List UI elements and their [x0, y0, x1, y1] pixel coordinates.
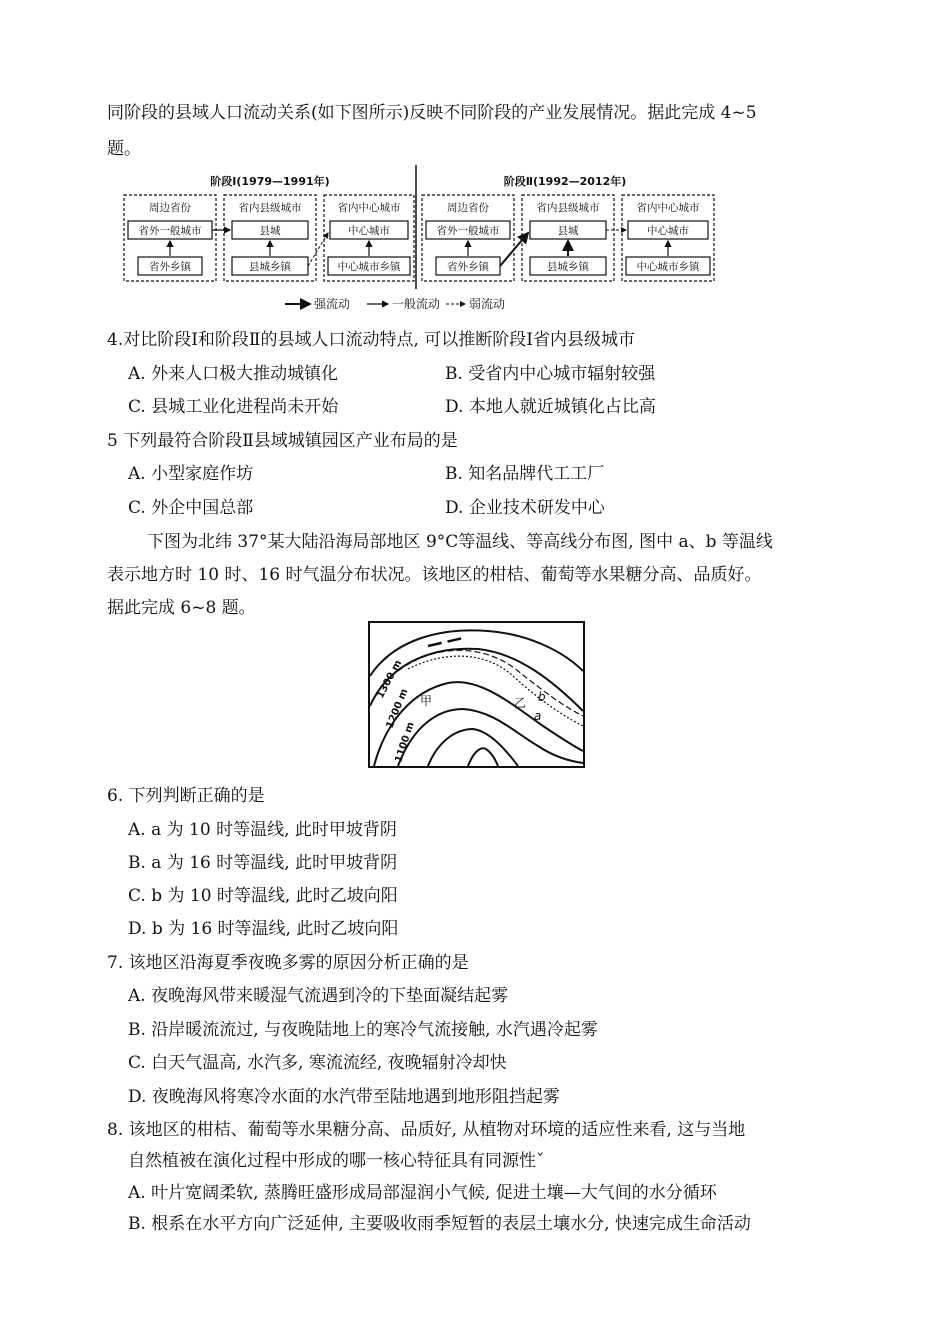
question-4-stem: 4.对比阶段Ⅰ和阶段Ⅱ的县域人口流动特点, 可以推断阶段Ⅰ省内县级城市: [107, 330, 636, 350]
county-town-label: 县城乡镇: [547, 261, 589, 273]
q5-option-a[interactable]: A. 小型家庭作坊: [128, 464, 254, 484]
outer-city-label: 省外一般城市: [138, 225, 202, 237]
neighbor-province-label: 周边省份: [447, 202, 489, 214]
q7-option-a[interactable]: A. 夜晚海风带来暖湿气流遇到冷的下垫面凝结起雾: [128, 986, 509, 1006]
legend-general: 一般流动: [392, 297, 441, 311]
label-yi: 乙: [514, 696, 527, 710]
label-a: a: [534, 709, 542, 723]
stage2-title: 阶段Ⅱ(1992—2012年): [503, 175, 627, 188]
center-city-label: 中心城市: [348, 225, 390, 237]
q5-option-b[interactable]: B. 知名品牌代工工厂: [445, 464, 605, 484]
q4-option-a[interactable]: A. 外来人口极大推动城镇化: [128, 364, 339, 384]
county-label: 县城: [557, 225, 579, 237]
legend-strong: 强流动: [314, 297, 351, 311]
question-6-stem: 6. 下列判断正确的是: [107, 786, 265, 806]
q8-option-a[interactable]: A. 叶片宽阔柔软, 蒸腾旺盛形成局部湿润小气候, 促进土壤—大气间的水分循环: [128, 1183, 717, 1203]
county-label: 县城: [259, 225, 281, 237]
question-8-stem: 8. 该地区的柑桔、葡萄等水果糖分高、品质好, 从植物对环境的适应性来看, 这与当地: [107, 1120, 746, 1140]
question-8-stem-cont: 自然植被在演化过程中形成的哪一核心特征具有同源性ˇ: [128, 1151, 545, 1171]
intro-text-line: 题。: [107, 139, 141, 159]
label-b: b: [538, 690, 546, 704]
neighbor-province-label: 周边省份: [149, 202, 191, 214]
intro-text-line: 表示地方时 10 时、16 时气温分布状况。该地区的柑桔、葡萄等水果糖分高、品质好。: [107, 565, 762, 585]
q6-option-d[interactable]: D. b 为 16 时等温线, 此时乙坡向阳: [128, 919, 399, 939]
center-city-label: 中心城市: [647, 225, 689, 237]
question-5-stem: 5 下列最符合阶段Ⅱ县域城镇园区产业布局的是: [107, 431, 458, 451]
stage1-title: 阶段Ⅰ(1979—1991年): [210, 175, 330, 188]
center-town-label: 中心城市乡镇: [337, 261, 401, 273]
q4-option-b[interactable]: B. 受省内中心城市辐射较强: [445, 364, 656, 384]
q4-option-c[interactable]: C. 县城工业化进程尚未开始: [128, 397, 339, 417]
center-city-group-label: 省内中心城市: [337, 202, 401, 214]
label-1100: 1100 m: [393, 720, 417, 764]
intro-text-line: 同阶段的县域人口流动关系(如下图所示)反映不同阶段的产业发展情况。据此完成 4~5: [107, 103, 757, 123]
q7-option-d[interactable]: D. 夜晚海风将寒冷水面的水汽带至陆地遇到地形阻挡起雾: [128, 1087, 560, 1107]
outer-town-label: 省外乡镇: [447, 261, 489, 273]
outer-town-label: 省外乡镇: [149, 261, 191, 273]
population-flow-diagram: [120, 163, 720, 315]
intro-text-line: 据此完成 6~8 题。: [107, 598, 256, 618]
intro-text-line: 下图为北纬 37°某大陆沿海局部地区 9°C等温线、等高线分布图, 图中 a、b 等温线: [147, 532, 773, 552]
outer-city-label: 省外一般城市: [436, 225, 500, 237]
question-7-stem: 7. 该地区沿海夏季夜晚多雾的原因分析正确的是: [107, 953, 469, 973]
label-1300: 1300 m: [374, 658, 405, 701]
legend-weak: 弱流动: [469, 297, 506, 311]
county-city-group-label: 省内县级城市: [238, 202, 302, 214]
county-town-label: 县城乡镇: [249, 261, 291, 273]
q5-option-c[interactable]: C. 外企中国总部: [128, 498, 254, 518]
q6-option-b[interactable]: B. a 为 16 时等温线, 此时甲坡背阴: [128, 853, 398, 873]
center-town-label: 中心城市乡镇: [636, 261, 700, 273]
center-city-group-label: 省内中心城市: [636, 202, 700, 214]
q8-option-b[interactable]: B. 根系在水平方向广泛延伸, 主要吸收雨季短暂的表层土壤水分, 快速完成生命活动: [128, 1214, 751, 1234]
q6-option-a[interactable]: A. a 为 10 时等温线, 此时甲坡背阴: [128, 820, 397, 840]
county-city-group-label: 省内县级城市: [536, 202, 600, 214]
q7-option-b[interactable]: B. 沿岸暖流流过, 与夜晚陆地上的寒冷气流接触, 水汽遇冷起雾: [128, 1020, 598, 1040]
label-1200: 1200 m: [384, 687, 411, 731]
q7-option-c[interactable]: C. 白天气温高, 水汽多, 寒流流经, 夜晚辐射冷却快: [128, 1053, 507, 1073]
label-jia: 甲: [420, 694, 433, 708]
q4-option-d[interactable]: D. 本地人就近城镇化占比高: [445, 397, 656, 417]
q6-option-c[interactable]: C. b 为 10 时等温线, 此时乙坡向阳: [128, 886, 398, 906]
contour-isotherm-map: [368, 621, 585, 768]
q5-option-d[interactable]: D. 企业技术研发中心: [445, 498, 605, 518]
